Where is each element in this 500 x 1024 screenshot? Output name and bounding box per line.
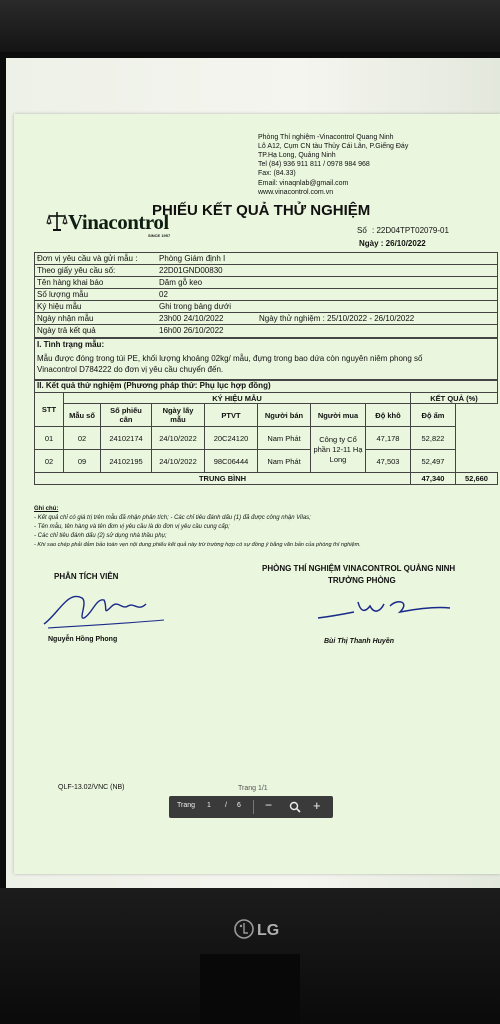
header-stt: STT bbox=[35, 393, 64, 427]
cell-sampling-date: 24/10/2022 bbox=[152, 427, 205, 450]
table-row bbox=[35, 450, 498, 473]
cell-sampling-date: 24/10/2022 bbox=[152, 450, 205, 473]
note-line: - Khi sao chép phải đảm bảo toàn vẹn nội dung phiếu kết quả này trừ trường hợp có sự đồng ý bằng văn bản của phòng thí nghiệm. bbox=[34, 542, 361, 548]
header-vehicle: PTVT bbox=[205, 404, 258, 427]
screen bbox=[6, 58, 500, 888]
info-box bbox=[34, 252, 498, 338]
info-test-date: Ngày thử nghiệm : 25/10/2022 - 26/10/2022 bbox=[259, 314, 415, 323]
info-divider bbox=[35, 276, 497, 287]
zoom-icon[interactable] bbox=[289, 801, 301, 813]
lab-tel: Tel (84) 936 911 811 / 0978 984 968 bbox=[258, 161, 370, 168]
head-title: TRƯỞNG PHÒNG bbox=[328, 576, 396, 585]
lab-org-title: PHÒNG THÍ NGHIỆM VINACONTROL QUẢNG NINH bbox=[262, 564, 456, 573]
average-moisture: 52,660 bbox=[456, 473, 498, 485]
lab-website: www.vinacontrol.com.vn bbox=[258, 189, 334, 196]
notes-title: Ghi chú: bbox=[34, 506, 59, 512]
cell-sample-no: 09 bbox=[64, 450, 101, 473]
info-label-return: Ngày trả kết quả bbox=[37, 326, 96, 335]
note-line: - Tên mẫu, tên hàng và tên đơn vị yêu cầu là do đơn vị yêu cầu cung cấp; bbox=[34, 524, 230, 530]
document-title: PHIẾU KẾT QUẢ THỬ NGHIỆM bbox=[152, 202, 371, 219]
section-2-title: II. Kết quả thử nghiệm (Phương pháp thử: Phụ lục hợp đồng) bbox=[37, 381, 271, 390]
table-average-row bbox=[35, 473, 498, 485]
info-label-request-no: Theo giấy yêu cầu số: bbox=[37, 266, 116, 275]
zoom-out-button[interactable]: − bbox=[265, 798, 273, 812]
info-divider bbox=[35, 288, 497, 299]
results-table bbox=[34, 392, 498, 485]
lab-name: Phòng Thí nghiệm -Vinacontrol Quang Ninh bbox=[258, 134, 394, 141]
average-label: TRUNG BÌNH bbox=[35, 473, 411, 485]
cell-stt: 02 bbox=[35, 450, 64, 473]
cell-vehicle: 98C06444 bbox=[205, 450, 258, 473]
analyst-title: PHÂN TÍCH VIÊN bbox=[54, 572, 119, 581]
page-label: Trang bbox=[177, 802, 196, 809]
pdf-viewer-toolbar bbox=[169, 796, 333, 818]
header-moisture: Độ ẩm bbox=[411, 404, 456, 427]
section-1-title: I. Tình trạng mẫu: bbox=[37, 340, 105, 349]
logo-since: SINCE 1957 bbox=[148, 233, 171, 238]
header-sample-no: Mẫu số bbox=[64, 404, 101, 427]
note-line: - Các chỉ tiêu đánh dấu (2) sử dụng nhà thầu phụ; bbox=[34, 533, 167, 539]
note-line: - Kết quả chỉ có giá trị trên mẫu đã nhận phân tích; - Các chỉ tiêu đánh dấu (1) đã được công nhận Vilas; bbox=[34, 515, 311, 521]
document-date: Ngày : 26/10/2022 bbox=[359, 239, 426, 248]
table-subheader-row bbox=[35, 404, 498, 427]
info-value-sample-code: Ghi trong bảng dưới bbox=[159, 302, 231, 311]
head-signature bbox=[314, 588, 454, 628]
average-dry: 47,340 bbox=[411, 473, 456, 485]
info-value-sample-count: 02 bbox=[159, 290, 168, 299]
info-divider bbox=[35, 324, 497, 335]
info-value-return: 16h00 26/10/2022 bbox=[159, 326, 224, 335]
info-label-sample-count: Số lượng mẫu bbox=[37, 290, 89, 299]
table-header-row bbox=[35, 393, 498, 404]
cell-weigh-ticket: 24102174 bbox=[101, 427, 152, 450]
analyst-signature bbox=[38, 584, 168, 634]
head-name: Bùi Thị Thanh Huyền bbox=[324, 638, 394, 645]
info-value-goods: Dăm gỗ keo bbox=[159, 278, 203, 287]
page-separator: / bbox=[225, 802, 227, 809]
header-buyer: Người mua bbox=[311, 404, 366, 427]
cell-vehicle: 20C24120 bbox=[205, 427, 258, 450]
info-label-sample-code: Ký hiệu mẫu bbox=[37, 302, 82, 311]
lg-logo bbox=[234, 918, 290, 940]
header-sample-code: KÝ HIỆU MẪU bbox=[64, 393, 411, 404]
table-row bbox=[35, 427, 498, 450]
info-value-request-no: 22D01GND00830 bbox=[159, 266, 223, 275]
sample-condition-line-2: Vinacontrol D784222 do đơn vị yêu cầu chuyển đến. bbox=[37, 365, 224, 374]
cell-stt: 01 bbox=[35, 427, 64, 450]
cell-dry: 47,178 bbox=[366, 427, 411, 450]
page-total: 6 bbox=[237, 802, 241, 809]
header-dry: Độ khô bbox=[366, 404, 411, 427]
header-sampling-date: Ngày lấy mẫu bbox=[152, 404, 205, 427]
lab-email: Email: vinaqnlab@gmail.com bbox=[258, 180, 349, 187]
lab-fax: Fax: (84.33) bbox=[258, 170, 296, 177]
zoom-in-button[interactable]: + bbox=[313, 798, 321, 813]
cell-dry: 47,503 bbox=[366, 450, 411, 473]
cell-buyer: Công ty Cổ phần 12-11 Hạ Long bbox=[311, 427, 366, 473]
toolbar-divider bbox=[253, 800, 254, 814]
header-result: KẾT QUẢ (%) bbox=[411, 393, 498, 404]
page-count-text: Trang 1/1 bbox=[238, 785, 268, 792]
header-weigh-ticket: Số phiếu cân bbox=[101, 404, 152, 427]
info-label-received: Ngày nhận mẫu bbox=[37, 314, 94, 323]
document-number: : 22D04TPT02079-01 bbox=[372, 226, 449, 235]
sample-condition-box bbox=[34, 338, 498, 380]
info-label-goods: Tên hàng khai báo bbox=[37, 278, 104, 287]
info-divider bbox=[35, 300, 497, 311]
cell-moisture: 52,822 bbox=[411, 427, 456, 450]
cell-weigh-ticket: 24102195 bbox=[101, 450, 152, 473]
info-value-requester: Phòng Giám định I bbox=[159, 254, 226, 263]
cell-seller: Nam Phát bbox=[258, 450, 311, 473]
cell-moisture: 52,497 bbox=[411, 450, 456, 473]
cell-sample-no: 02 bbox=[64, 427, 101, 450]
sample-condition-line-1: Mẫu được đóng trong túi PE, khối lượng khoảng 02kg/ mẫu, đựng trong bao dứa còn nguyên niêm phong số bbox=[37, 354, 423, 363]
lab-address-1: Lô A12, Cụm CN tàu Thủy Cái Lân, P.Giếng Đáy bbox=[258, 143, 409, 150]
document-page bbox=[14, 114, 500, 874]
page-number-input[interactable]: 1 bbox=[207, 802, 211, 809]
document-number-label: Số bbox=[357, 226, 367, 235]
lab-address-2: TP.Hạ Long, Quảng Ninh bbox=[258, 152, 336, 159]
info-value-received: 23h00 24/10/2022 bbox=[159, 314, 224, 323]
header-seller: Người bán bbox=[258, 404, 311, 427]
lg-logo-text: LG bbox=[257, 922, 280, 939]
info-label-requester: Đơn vị yêu cầu và gửi mẫu : bbox=[37, 254, 138, 263]
scales-icon bbox=[46, 210, 68, 232]
monitor-top-bezel bbox=[0, 0, 500, 60]
form-code: QLF-13.02/VNC (NB) bbox=[58, 784, 125, 791]
cell-seller: Nam Phát bbox=[258, 427, 311, 450]
monitor-stand bbox=[200, 954, 300, 1024]
logo-text: Vinacontrol bbox=[68, 210, 169, 234]
analyst-name: Nguyễn Hồng Phong bbox=[48, 636, 118, 643]
